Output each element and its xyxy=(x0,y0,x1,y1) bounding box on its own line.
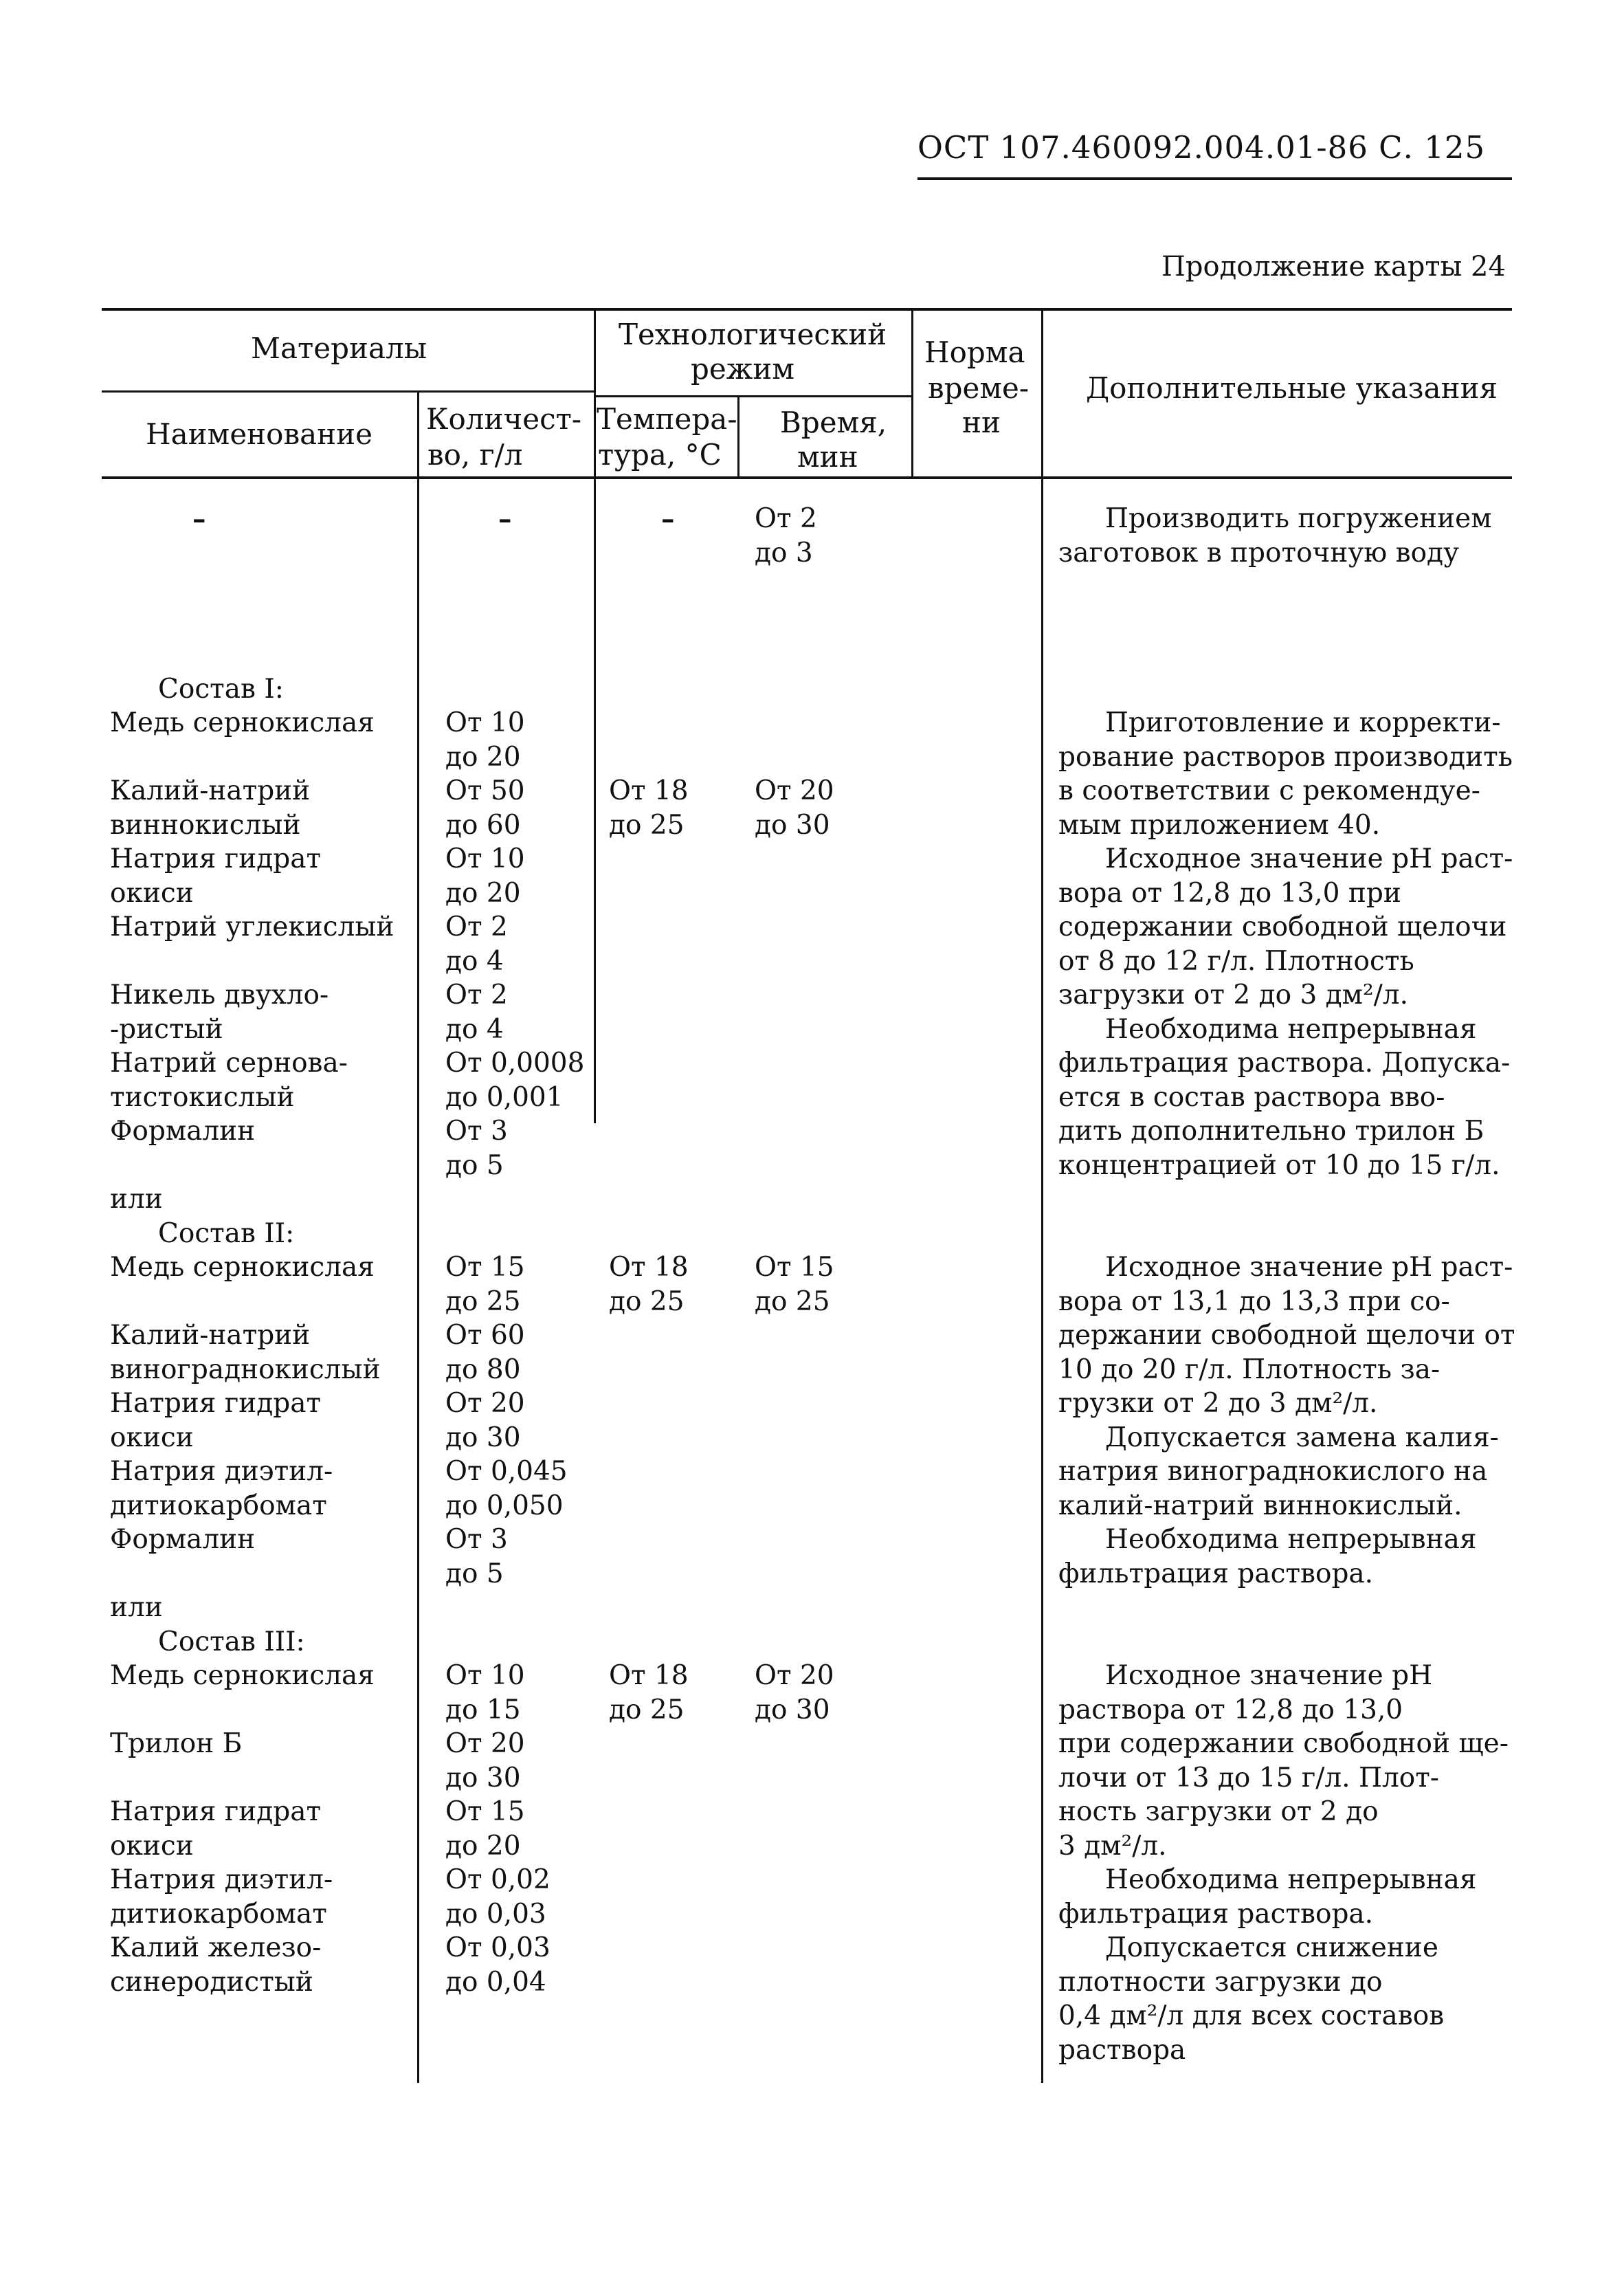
table-row xyxy=(0,876,1624,911)
time-value: до 30 xyxy=(755,809,830,841)
temperature-value: От 18 xyxy=(609,1660,689,1691)
header-extra-instructions: Дополнительные указания xyxy=(1086,371,1498,405)
material-quantity: до 0,03 xyxy=(445,1898,546,1930)
continuation-label: Продолжение карты 24 xyxy=(1161,251,1506,283)
material-quantity: От 15 xyxy=(445,1252,525,1283)
material-name: – xyxy=(192,503,206,535)
material-name: Трилон Б xyxy=(110,1728,243,1759)
table-row xyxy=(0,536,1624,571)
instruction-text: 0,4 дм²/л для всех составов xyxy=(1058,2000,1445,2031)
material-name: Состав I: xyxy=(158,673,284,705)
instruction-text: Допускается снижение xyxy=(1105,1932,1438,1963)
material-quantity: до 0,001 xyxy=(445,1081,564,1113)
material-quantity: От 10 xyxy=(445,707,525,738)
instruction-text: раствора xyxy=(1058,2034,1186,2066)
table-row xyxy=(0,1999,1624,2033)
table-row xyxy=(0,1182,1624,1217)
material-quantity: до 0,04 xyxy=(445,1966,546,1998)
table-row xyxy=(0,1829,1624,1864)
instruction-text: натрия винограднокислого на xyxy=(1058,1456,1488,1487)
table-row xyxy=(0,808,1624,843)
instruction-text: Необходима непрерывная xyxy=(1105,1864,1477,1895)
time-value: От 20 xyxy=(755,775,834,806)
material-name: Формалин xyxy=(110,1524,256,1555)
table-row xyxy=(0,740,1624,775)
material-name: дитиокарбомат xyxy=(110,1898,327,1930)
table-row xyxy=(0,978,1624,1013)
material-quantity: до 4 xyxy=(445,1013,504,1045)
table-row xyxy=(0,604,1624,639)
instruction-text: калий-натрий виннокислый. xyxy=(1058,1490,1462,1521)
material-quantity: От 0,045 xyxy=(445,1456,568,1487)
table-row xyxy=(0,706,1624,740)
instruction-text: концентрацией от 10 до 15 г/л. xyxy=(1058,1149,1500,1181)
temperature-value: до 25 xyxy=(609,1285,685,1317)
material-name: Натрия диэтил- xyxy=(110,1864,333,1895)
material-name: Формалин xyxy=(110,1116,256,1147)
material-quantity: до 4 xyxy=(445,945,504,977)
material-quantity: От 3 xyxy=(445,1116,508,1147)
material-quantity: От 2 xyxy=(445,912,508,942)
material-name: Медь сернокислая xyxy=(110,1252,375,1283)
table-row xyxy=(0,1114,1624,1149)
instruction-text: Производить погружением xyxy=(1105,503,1492,534)
material-name: Натрия диэтил- xyxy=(110,1456,333,1487)
header-quantity-line1: Количест- xyxy=(426,402,582,436)
time-value: От 15 xyxy=(755,1252,834,1283)
material-name: Натрия гидрат xyxy=(110,1796,322,1827)
table-row xyxy=(0,1659,1624,1693)
instruction-text: плотности загрузки до xyxy=(1058,1966,1383,1998)
header-time-line2: мин xyxy=(797,440,858,474)
material-quantity: до 30 xyxy=(445,1762,521,1793)
header-norm-line1: Норма xyxy=(924,335,1025,369)
instruction-text: Исходное значение рН раст- xyxy=(1105,843,1513,874)
material-name: винограднокислый xyxy=(110,1354,381,1385)
instruction-text: мым приложением 40. xyxy=(1058,809,1381,841)
time-value: От 2 xyxy=(755,503,817,534)
instruction-text: Исходное значение рН xyxy=(1105,1660,1433,1691)
material-name: Калий железо- xyxy=(110,1932,322,1963)
table-row xyxy=(0,1557,1624,1591)
time-value: От 20 xyxy=(755,1660,834,1691)
header-tech-mode-line2: режим xyxy=(691,352,795,386)
table-row xyxy=(0,945,1624,979)
table-row xyxy=(0,1013,1624,1047)
time-value: до 30 xyxy=(755,1694,830,1725)
material-quantity: От 20 xyxy=(445,1388,525,1419)
instruction-text: фильтрация раствора. xyxy=(1058,1898,1374,1930)
material-quantity: до 20 xyxy=(445,741,521,773)
table-row xyxy=(0,1489,1624,1523)
temperature-value: От 18 xyxy=(609,1252,689,1283)
material-name: синеродистый xyxy=(110,1966,313,1998)
table-row xyxy=(0,1693,1624,1727)
temperature-value: От 18 xyxy=(609,775,689,806)
instruction-text: фильтрация раствора. Допуска- xyxy=(1058,1048,1511,1079)
instruction-text: держании свободной щелочи от xyxy=(1058,1320,1515,1351)
instruction-text: Исходное значение рН раст- xyxy=(1105,1252,1513,1283)
instruction-text: от 8 до 12 г/л. Плотность xyxy=(1058,945,1414,977)
instruction-text: вора от 13,1 до 13,3 при со- xyxy=(1058,1285,1450,1317)
material-quantity: до 30 xyxy=(445,1422,521,1453)
time-value: до 25 xyxy=(755,1285,830,1317)
header-temperature-line1: Темпера- xyxy=(597,402,737,436)
table-row xyxy=(0,1455,1624,1489)
material-name: Медь сернокислая xyxy=(110,707,375,738)
instruction-text: грузки от 2 до 3 дм²/л. xyxy=(1058,1388,1378,1419)
material-quantity: От 2 xyxy=(445,980,508,1011)
material-quantity: до 80 xyxy=(445,1354,521,1385)
header-time-line1: Время, xyxy=(780,406,887,439)
header-materials: Материалы xyxy=(251,331,427,365)
header-norm-line2: време- xyxy=(928,371,1030,405)
table-row xyxy=(0,1727,1624,1761)
material-name: окиси xyxy=(110,1830,194,1862)
material-name: Калий-натрий xyxy=(110,1320,311,1351)
instruction-text: в соответствии с рекомендуе- xyxy=(1058,775,1480,806)
instruction-text: Необходима непрерывная xyxy=(1105,1013,1477,1045)
material-name: или xyxy=(110,1592,163,1623)
header-quantity-line2: во, г/л xyxy=(427,438,523,472)
material-name: Состав II: xyxy=(158,1217,295,1249)
material-quantity: От 0,02 xyxy=(445,1864,550,1895)
instruction-text: при содержании свободной ще- xyxy=(1058,1728,1509,1759)
instruction-text: вора от 12,8 до 13,0 при xyxy=(1058,877,1401,909)
material-name: окиси xyxy=(110,1422,194,1453)
material-name: окиси xyxy=(110,877,194,909)
material-quantity: до 5 xyxy=(445,1558,504,1589)
table-row xyxy=(0,910,1624,945)
table-row xyxy=(0,638,1624,672)
material-quantity: до 60 xyxy=(445,809,521,841)
instruction-text: Необходима непрерывная xyxy=(1105,1524,1477,1555)
material-name: тистокислый xyxy=(110,1081,295,1113)
table-row xyxy=(0,570,1624,604)
temperature-value: до 25 xyxy=(609,809,685,841)
material-quantity: От 3 xyxy=(445,1524,508,1555)
table-row xyxy=(0,1149,1624,1183)
table-row xyxy=(0,1081,1624,1115)
table-row xyxy=(0,1897,1624,1932)
instruction-text: ность загрузки от 2 до xyxy=(1058,1796,1379,1827)
instruction-text: 3 дм²/л. xyxy=(1058,1830,1167,1862)
table-row xyxy=(0,2033,1624,2068)
time-value: до 3 xyxy=(755,537,813,568)
material-name: Состав III: xyxy=(158,1626,305,1657)
material-quantity: От 60 xyxy=(445,1320,525,1351)
material-quantity: до 5 xyxy=(445,1149,504,1181)
material-name: Натрия гидрат xyxy=(110,843,322,874)
instruction-text: ется в состав раствора вво- xyxy=(1058,1081,1445,1113)
material-name: Никель двухло- xyxy=(110,980,329,1011)
table-row xyxy=(0,672,1624,707)
table-row xyxy=(0,1421,1624,1455)
header-tech-mode-line1: Технологический xyxy=(619,318,887,351)
table-row xyxy=(0,1863,1624,1897)
table-row xyxy=(0,502,1624,536)
instruction-text: загрузки от 2 до 3 дм²/л. xyxy=(1058,980,1408,1011)
instruction-text: раствора от 12,8 до 13,0 xyxy=(1058,1694,1403,1725)
table-row xyxy=(0,1523,1624,1557)
instruction-text: фильтрация раствора. xyxy=(1058,1558,1374,1589)
instruction-text: рование растворов производить xyxy=(1058,741,1513,773)
material-name: Калий-натрий xyxy=(110,775,311,806)
material-quantity: От 0,0008 xyxy=(445,1048,585,1079)
material-quantity: до 15 xyxy=(445,1694,521,1725)
material-name: Натрия гидрат xyxy=(110,1388,322,1419)
table-row xyxy=(0,1217,1624,1251)
instruction-text: 10 до 20 г/л. Плотность за- xyxy=(1058,1354,1441,1385)
material-quantity: От 10 xyxy=(445,843,525,874)
material-name: -ристый xyxy=(110,1013,223,1045)
table-row xyxy=(0,1795,1624,1829)
material-quantity: От 50 xyxy=(445,775,525,806)
material-quantity: От 20 xyxy=(445,1728,525,1759)
instruction-text: Допускается замена калия- xyxy=(1105,1422,1499,1453)
material-name: или xyxy=(110,1184,163,1215)
table-row xyxy=(0,1285,1624,1319)
material-quantity: От 0,03 xyxy=(445,1932,550,1963)
document-code: ОСТ 107.460092.004.01-86 С. 125 xyxy=(917,129,1486,166)
material-quantity: до 20 xyxy=(445,877,521,909)
table-row xyxy=(0,1250,1624,1285)
table-row xyxy=(0,1046,1624,1081)
temperature-value: до 25 xyxy=(609,1694,685,1725)
header-name: Наименование xyxy=(146,417,372,451)
material-quantity: От 15 xyxy=(445,1796,525,1827)
table-row xyxy=(0,1965,1624,2000)
table-row xyxy=(0,842,1624,876)
material-name: дитиокарбомат xyxy=(110,1490,327,1521)
table-row xyxy=(0,1591,1624,1625)
header-norm-line3: ни xyxy=(962,406,1001,439)
instruction-text: Приготовление и корректи- xyxy=(1105,707,1501,738)
material-quantity: – xyxy=(498,503,512,535)
material-name: Натрий углекислый xyxy=(110,912,394,942)
material-quantity: до 20 xyxy=(445,1830,521,1862)
instruction-text: содержании свободной щелочи xyxy=(1058,912,1507,942)
table-row xyxy=(0,1625,1624,1659)
header-temperature-line2: тура, °С xyxy=(598,438,722,472)
table-row xyxy=(0,1761,1624,1796)
material-name: виннокислый xyxy=(110,809,301,841)
table-row xyxy=(0,1931,1624,1965)
instruction-text: лочи от 13 до 15 г/л. Плот- xyxy=(1058,1762,1439,1793)
material-quantity: От 10 xyxy=(445,1660,525,1691)
table-row xyxy=(0,774,1624,808)
table-row xyxy=(0,1387,1624,1421)
material-name: Натрий сернова- xyxy=(110,1048,348,1079)
table-row xyxy=(0,1318,1624,1353)
table-row xyxy=(0,1353,1624,1387)
instruction-text: заготовок в проточную воду xyxy=(1058,537,1460,568)
instruction-text: дить дополнительно трилон Б xyxy=(1058,1116,1484,1147)
temperature-value: – xyxy=(661,503,675,535)
material-name: Медь сернокислая xyxy=(110,1660,375,1691)
material-quantity: до 0,050 xyxy=(445,1490,564,1521)
material-quantity: до 25 xyxy=(445,1285,521,1317)
